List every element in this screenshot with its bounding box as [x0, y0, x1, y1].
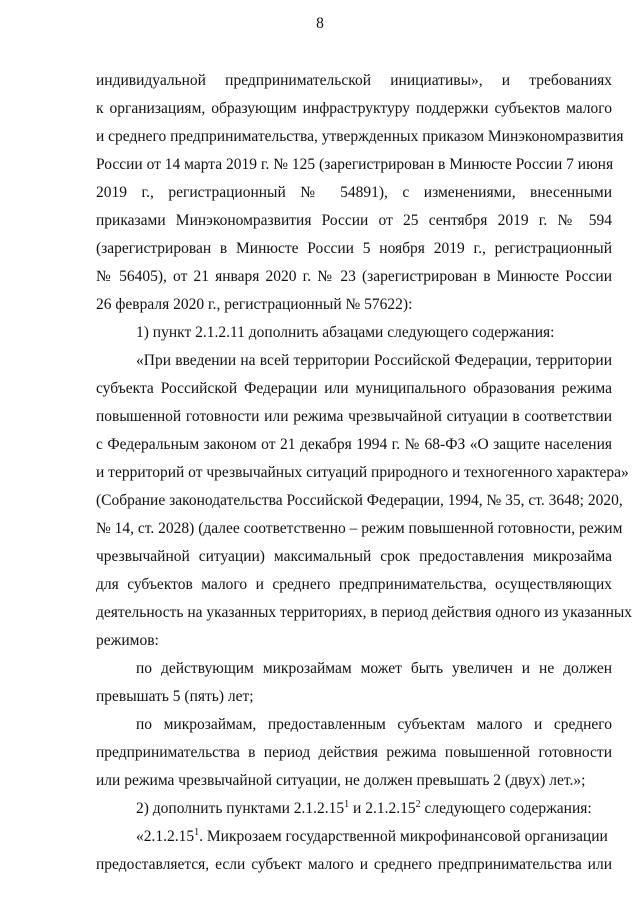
text-line: для субъектов малого и среднего предпринимательства, осуществляющих — [96, 576, 612, 593]
text-segment: . Микрозаем государственной микрофинансовой организации — [199, 828, 608, 845]
text-line: 26 февраля 2020 г., регистрационный № 57622): — [96, 296, 413, 313]
text-line: (Собрание законодательства Российской Федерации, 1994, № 35, ст. 3648; 2020, — [96, 492, 623, 509]
superscript: 1 — [194, 827, 200, 838]
text-line: № 56405), от 21 января 2020 г. № 23 (зарегистрирован в Минюсте России — [96, 268, 612, 285]
text-line: предпринимательства в период действия режима повышенной готовности — [96, 744, 612, 761]
text-line: по действующим микрозаймам может быть увеличен и не должен — [136, 660, 612, 677]
text-segment: «2.1.2.15 — [136, 828, 195, 845]
text-line: 1) пункт 2.1.2.11 дополнить абзацами следующего содержания: — [136, 324, 555, 341]
text-line: с Федеральным законом от 21 декабря 1994 г. № 68-ФЗ «О защите населения — [96, 436, 612, 453]
text-line: индивидуальной предпринимательской инициативы», и требованиях — [96, 72, 612, 89]
text-line: (зарегистрирован в Минюсте России 5 ноября 2019 г., регистрационный — [96, 240, 612, 257]
text-line: к организациям, образующим инфраструктуру поддержки субъектов малого — [96, 100, 612, 117]
text-line: России от 14 марта 2019 г. № 125 (зарегистрирован в Минюсте России 7 июня — [96, 156, 614, 173]
superscript: 2 — [415, 799, 421, 810]
text-line: деятельность на указанных территориях, в период действия одного из указанных — [96, 604, 633, 621]
text-line: или режима чрезвычайной ситуации, не должен превышать 2 (двух) лет.»; — [96, 772, 586, 789]
text-line: субъекта Российской Федерации или муниципального образования режима — [96, 380, 612, 397]
text-segment: и 2.1.2.15 — [349, 800, 416, 817]
text-line: предоставляется, если субъект малого и среднего предпринимательства или — [96, 856, 612, 873]
page-number: 8 — [316, 15, 324, 32]
text-line — [136, 799, 612, 819]
text-segment: 2) дополнить пунктами 2.1.2.15 — [136, 800, 345, 817]
text-line: повышенной готовности или режима чрезвычайной ситуации в соответствии — [96, 408, 612, 425]
superscript: 1 — [344, 799, 350, 810]
text-line: № 14, ст. 2028) (далее соответственно – режим повышенной готовности, режим — [96, 520, 623, 537]
text-line: и территорий от чрезвычайных ситуаций природного и техногенного характера» — [96, 464, 629, 481]
text-line: и среднего предпринимательства, утвержденных приказом Минэкономразвития — [96, 128, 624, 145]
text-line — [136, 827, 612, 847]
text-line: приказами Минэкономразвития России от 25 сентября 2019 г. № 594 — [96, 212, 612, 229]
text-line: превышать 5 (пять) лет; — [96, 688, 254, 705]
text-line: «При введении на всей территории Российской Федерации, территории — [136, 352, 612, 369]
text-segment: следующего содержания: — [420, 800, 592, 817]
text-line: режимов: — [96, 632, 159, 649]
text-line: по микрозаймам, предоставленным субъектам малого и среднего — [136, 716, 612, 733]
text-line: 2019 г., регистрационный № 54891), с изменениями, внесенными — [96, 184, 612, 201]
text-line: чрезвычайной ситуации) максимальный срок предоставления микрозайма — [96, 548, 612, 565]
